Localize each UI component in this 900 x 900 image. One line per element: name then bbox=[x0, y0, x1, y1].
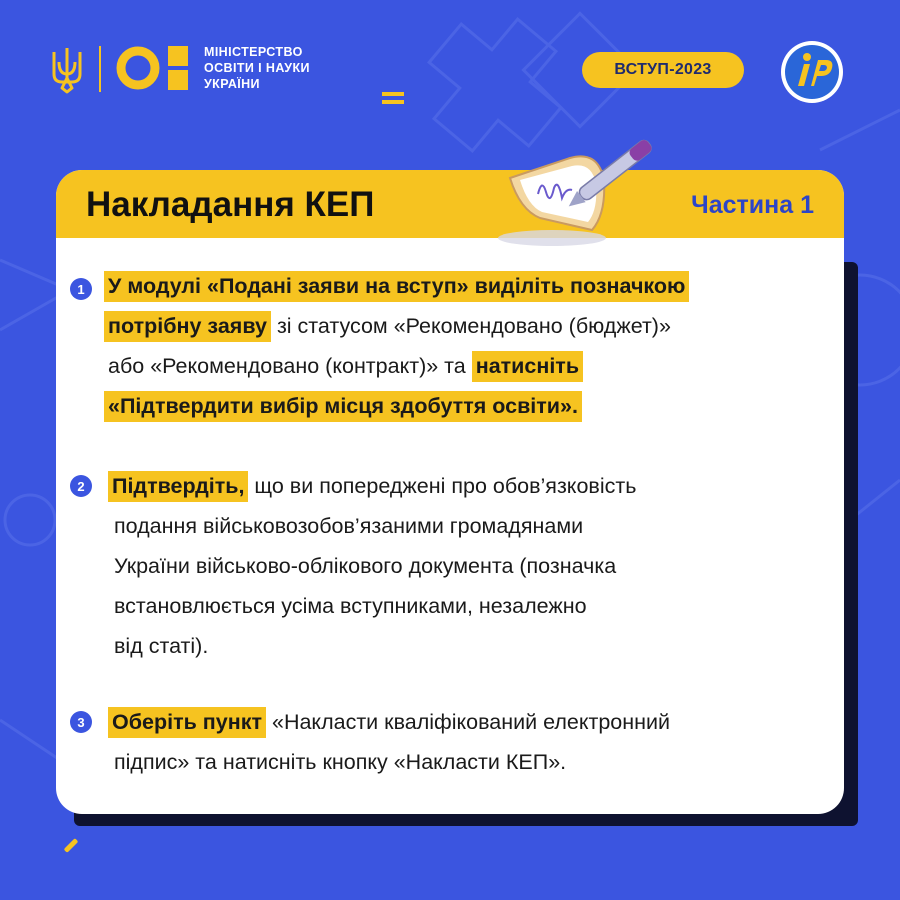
year-badge: ВСТУП-2023 bbox=[582, 52, 744, 88]
instruction-card bbox=[56, 170, 844, 814]
text-line: встановлюється усіма вступниками, незалежно bbox=[114, 594, 587, 618]
text-line: України військово-облікового документа (позначка bbox=[114, 554, 617, 578]
highlight: натисніть bbox=[472, 351, 583, 382]
text-fragment: що ви попереджені про обов’язковість bbox=[248, 474, 637, 498]
text-fragment: або «Рекомендовано (контракт)» та bbox=[108, 354, 472, 378]
ministry-line-3: УКРАЇНИ bbox=[204, 77, 260, 91]
highlight: Оберіть пункт bbox=[108, 707, 266, 738]
ministry-line-2: ОСВІТИ І НАУКИ bbox=[204, 61, 310, 75]
card-title: Накладання КЕП bbox=[86, 185, 375, 224]
ministry-name bbox=[204, 44, 310, 92]
signature-pen-icon bbox=[480, 118, 670, 258]
trident-icon bbox=[50, 44, 84, 94]
text-fragment: «Накласти кваліфікований електронний bbox=[266, 710, 671, 734]
step-2-text bbox=[108, 466, 636, 666]
highlight: У модулі «Подані заяви на вступ» виділіть позначкою bbox=[104, 271, 689, 302]
ministry-logo-icon bbox=[114, 42, 194, 94]
card-part-label: Частина 1 bbox=[691, 191, 814, 219]
ip-logo-icon bbox=[780, 40, 844, 104]
ministry-line-1: МІНІСТЕРСТВО bbox=[204, 45, 303, 59]
highlight: «Підтвердити вибір місця здобуття освіти». bbox=[104, 391, 582, 422]
step-1-text bbox=[104, 266, 689, 426]
text-line: подання військовозобов’язаними громадянами bbox=[114, 514, 584, 538]
highlight: Підтвердіть, bbox=[108, 471, 248, 502]
highlight: потрібну заяву bbox=[104, 311, 271, 342]
text-line: підпис» та натисніть кнопку «Накласти КЕП». bbox=[114, 750, 567, 774]
header-divider bbox=[99, 46, 101, 92]
card-header bbox=[56, 170, 844, 238]
text-line: від статі). bbox=[114, 634, 209, 658]
step-number-badge: 3 bbox=[70, 711, 92, 733]
text-fragment: зі статусом «Рекомендовано (бюджет)» bbox=[270, 314, 671, 338]
step-number-badge: 2 bbox=[70, 475, 92, 497]
step-number-badge: 1 bbox=[70, 278, 92, 300]
step-3-text bbox=[108, 702, 670, 782]
equals-decor bbox=[382, 92, 404, 104]
